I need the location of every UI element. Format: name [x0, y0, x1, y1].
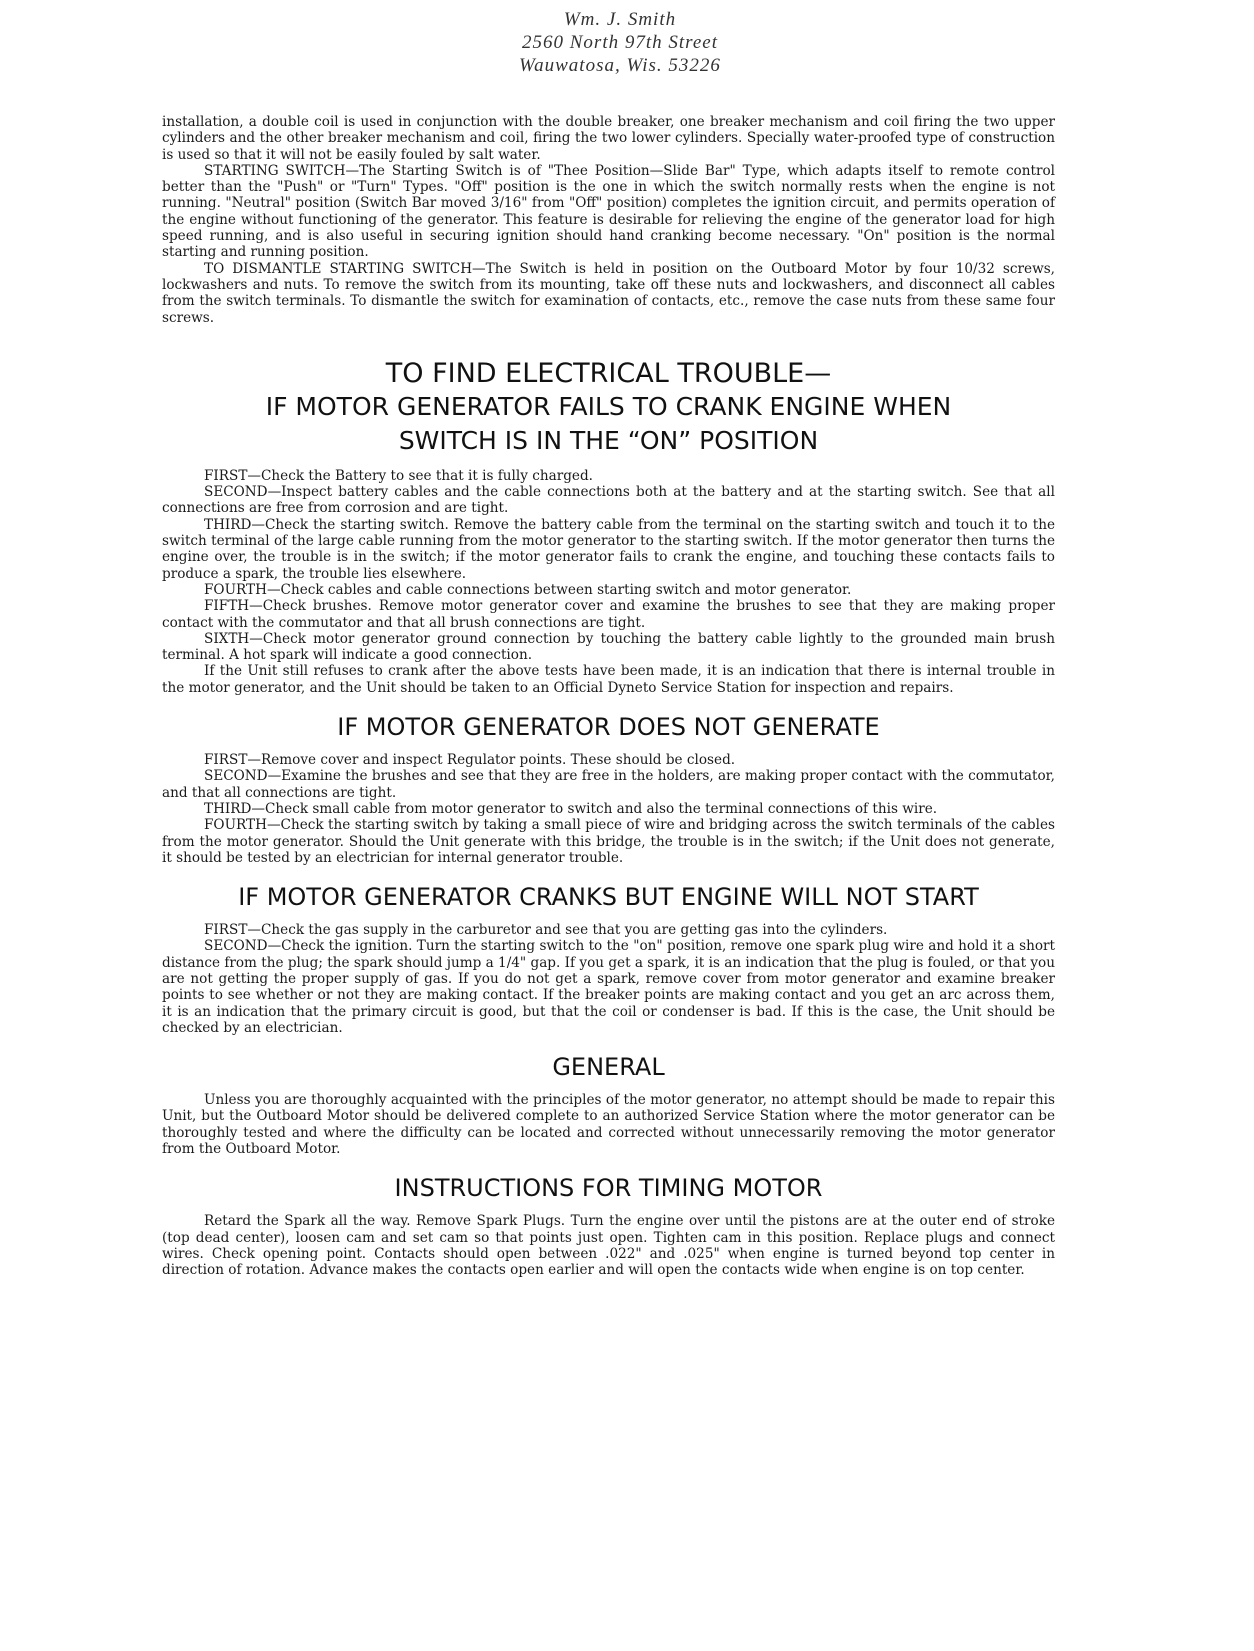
step-paragraph: THIRD—Check the starting switch. Remove the battery cable from the terminal on the starting switch and touch it to the switch terminal of the large cable running from the motor generator to the starting switch. If the motor generator then turns the engine over, the trouble is in the switch; if the motor generator fails to crank the engine, and touching these contacts fails to produce a spark, the trouble lies elsewhere.: [162, 516, 1055, 582]
does-not-generate-section: [162, 712, 1055, 866]
address-stamp: [480, 8, 760, 77]
step-paragraph: SIXTH—Check motor generator ground connection by touching the battery cable lightly to the grounded main brush terminal. A hot spark will indicate a good connection.: [162, 630, 1055, 664]
intro-paragraph: installation, a double coil is used in conjunction with the double breaker, one breaker mechanism and coil firing the two upper cylinders and the other breaker mechanism and coil, firing the two lower cylinders. Specially water-proofed type of construction is used so that it will not be easily fouled by salt water.: [162, 114, 1055, 163]
starting-switch-paragraph: STARTING SWITCH—The Starting Switch is of "Thee Position—Slide Bar" Type, which adapts itself to remote control better than the "Push" or "Turn" Types. "Off" position is the one in which the switch normally rests when the engine is not running. "Neutral" position (Switch Bar moved 3/16" from "Off" position) completes the ignition circuit, and permits operation of the engine without functioning of the generator. This feature is desirable for relieving the engine of the generator load for high speed running, and is also useful in securing ignition should hand cranking become necessary. "On" position is the normal starting and running position.: [162, 162, 1055, 261]
section-heading: IF MOTOR GENERATOR DOES NOT GENERATE: [337, 713, 880, 742]
section-heading: INSTRUCTIONS FOR TIMING MOTOR: [394, 1174, 823, 1203]
electrical-trouble-section: [162, 358, 1055, 696]
section-title: TO FIND ELECTRICAL TROUBLE—: [385, 357, 832, 389]
step-paragraph: SECOND—Check the ignition. Turn the starting switch to the "on" position, remove one spark plug wire and hold it a short distance from the plug; the spark should jump a 1/4" gap. If you get a spark, it is an indication that the plug is fouled, or that you are not getting the proper supply of gas. If you do not get a spark, remove cover from motor generator and examine breaker points to see whether or not they are making contact. If the breaker points are making contact and you get an arc across them, it is an indication that the primary circuit is good, but that the coil or condenser is bad. If this is the case, the Unit should be checked by an electrician.: [162, 938, 1055, 1036]
intro-section: [162, 114, 1055, 326]
dismantle-switch-paragraph: TO DISMANTLE STARTING SWITCH—The Switch is held in position on the Outboard Motor by four 10/32 screws, lockwashers and nuts. To remove the switch from its mounting, take off these nuts and lockwashers, and disconnect all cables from the switch terminals. To dismantle the switch for examination of contacts, etc., remove the case nuts from these same four screws.: [162, 260, 1055, 326]
step-paragraph: SECOND—Examine the brushes and see that they are free in the holders, are making proper contact with the commutator, and that all connections are tight.: [162, 768, 1055, 801]
section-subtitle: SWITCH IS IN THE “ON” POSITION: [398, 425, 819, 455]
section-heading: IF MOTOR GENERATOR CRANKS BUT ENGINE WILL NOT START: [238, 883, 979, 912]
step-paragraph: FIFTH—Check brushes. Remove motor generator cover and examine the brushes to see that they are making proper contact with the commutator and that all brush connections are tight.: [162, 598, 1055, 631]
will-not-start-section: [162, 882, 1055, 1036]
stamp-city: Wauwatosa, Wis. 53226: [519, 55, 721, 76]
step-paragraph: If the Unit still refuses to crank after the above tests have been made, it is an indication that there is internal trouble in the motor generator, and the Unit should be taken to an Official Dyneto Service Station for inspection and repairs.: [162, 663, 1055, 696]
general-section: [162, 1052, 1055, 1157]
section-subtitle: IF MOTOR GENERATOR FAILS TO CRANK ENGINE WHEN: [265, 391, 952, 421]
document-page: [162, 114, 1055, 1279]
body-paragraph: Retard the Spark all the way. Remove Spark Plugs. Turn the engine over until the pistons are at the outer end of stroke (top dead center), loosen cam and set cam so that points just open. Tighten cam in this position. Replace plugs and connect wires. Check opening point. Contacts should open between .022" and .025" when engine is turned beyond top center in direction of rotation. Advance makes the contacts open earlier and will open the contacts wide when engine is on top center.: [162, 1213, 1055, 1279]
step-paragraph: FOURTH—Check the starting switch by taking a small piece of wire and bridging across the switch terminals of the cables from the motor generator. Should the Unit generate with this bridge, the trouble is in the switch; if the Unit does not generate, it should be tested by an electrician for internal generator trouble.: [162, 817, 1055, 866]
step-paragraph: FOURTH—Check cables and cable connections between starting switch and motor generator.: [204, 581, 852, 598]
step-paragraph: FIRST—Check the gas supply in the carburetor and see that you are getting gas into the cylinders.: [204, 922, 888, 939]
section-heading: GENERAL: [552, 1053, 665, 1082]
stamp-street: 2560 North 97th Street: [522, 32, 718, 53]
step-paragraph: FIRST—Check the Battery to see that it is fully charged.: [204, 467, 593, 484]
step-paragraph: FIRST—Remove cover and inspect Regulator points. These should be closed.: [204, 752, 736, 769]
step-paragraph: THIRD—Check small cable from motor generator to switch and also the terminal connections of this wire.: [204, 800, 938, 817]
body-paragraph: Unless you are thoroughly acquainted with the principles of the motor generator, no attempt should be made to repair this Unit, but the Outboard Motor should be delivered complete to an authorized Service Station where the motor generator can be thoroughly tested and where the difficulty can be located and corrected without unnecessarily removing the motor generator from the Outboard Motor.: [162, 1092, 1055, 1158]
stamp-name: Wm. J. Smith: [563, 9, 677, 30]
timing-motor-section: [162, 1173, 1055, 1278]
step-paragraph: SECOND—Inspect battery cables and the cable connections both at the battery and at the starting switch. See that all connections are free from corrosion and are tight.: [162, 484, 1055, 517]
